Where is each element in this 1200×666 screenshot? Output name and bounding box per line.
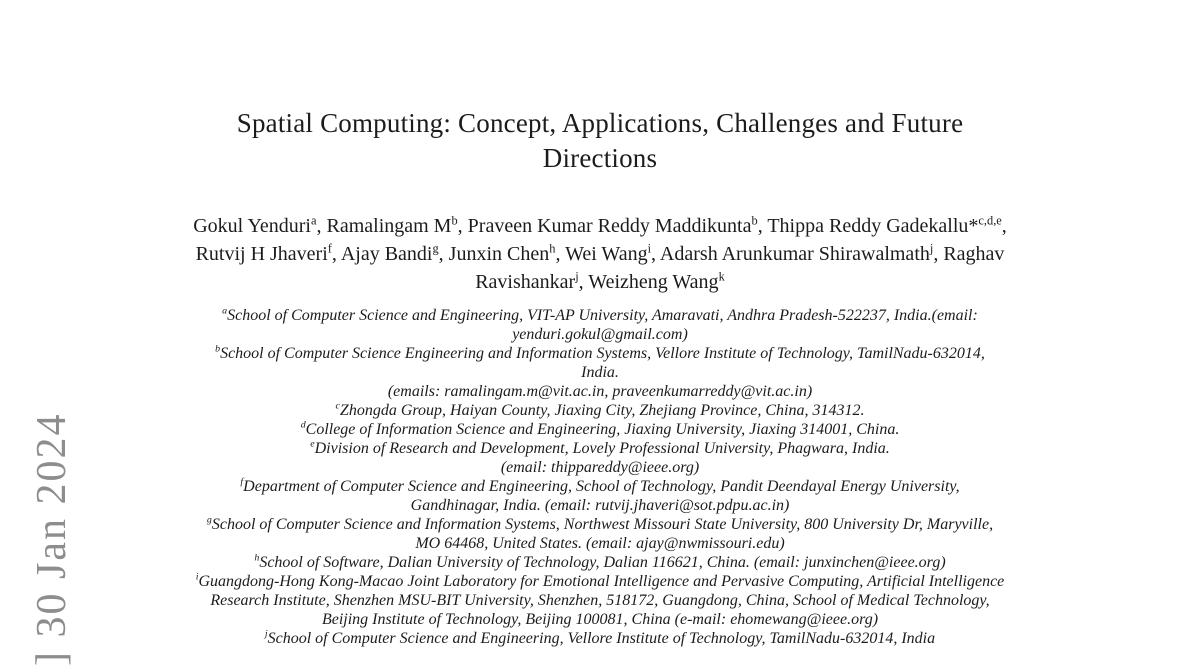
paper-title <box>0 106 1200 176</box>
affiliation-line: $^b$School of Computer Science Engineering and Information Systems, Vellore Institute of Technology, TamilNadu-632014, <box>215 343 985 362</box>
affiliation-marker: d <box>300 419 306 431</box>
affiliation-marker: c <box>335 400 340 412</box>
affiliation-marker: f <box>240 476 244 488</box>
author-line: Rutvij H Jhaveri$^f$, Ajay Bandi$^g$, Junxin Chen$^h$, Wei Wang$^i$, Adarsh Arunkumar Shirawalmath$^j$, Raghav <box>195 241 1005 265</box>
author-affiliation-marker: c,d,e <box>978 213 1002 228</box>
affiliation-marker: j <box>264 628 268 640</box>
author-line: Gokul Yenduri$^a$, Ramalingam $M^b$, Praveen Kumar Reddy Maddikunta$^b$, Thippa Reddy Gadekallu*$^{c,d,e}$, <box>193 213 1007 237</box>
affiliation-marker: g <box>206 514 212 526</box>
authors-block <box>0 212 1200 296</box>
affiliation-line: Beijing Institute of Technology, Beijing 100081, China (e-mail: ehomewang@ieee.org) <box>321 611 879 628</box>
author-affiliation-marker: h <box>549 241 556 256</box>
affiliation-marker: i <box>195 571 199 583</box>
affiliation-line: $^g$School of Computer Science and Information Systems, Northwest Missouri State University, 800 University Dr, Maryville, <box>206 514 994 533</box>
affiliation-line: $^h$School of Software, Dalian University of Technology, Dalian 116621, China. (email: junxinchen@ieee.org) <box>254 552 946 571</box>
affiliation-line: $^j$School of Computer Science and Engineering, Vellore Institute of Technology, TamilNadu-632014, India <box>264 628 936 647</box>
affiliation-line: (emails: ramalingam.m@vit.ac.in, praveenkumarreddy@vit.ac.in) <box>387 383 813 400</box>
affiliation-line: yenduri.gokul@gmail.com) <box>512 326 688 343</box>
arxiv-date-stamp: ] 30 Jan 2024 <box>29 412 75 666</box>
author-affiliation-marker: j <box>575 269 579 284</box>
affiliation-line: (email: thippareddy@ieee.org) <box>500 459 700 476</box>
author-affiliation-marker: b <box>751 213 758 228</box>
affiliation-line: $^d$College of Information Science and Engineering, Jiaxing University, Jiaxing 314001, China. <box>300 419 900 438</box>
affiliation-line: MO 64468, United States. (email: ajay@nwmissouri.edu) <box>415 535 785 552</box>
paper-title-line-1: Spatial Computing: Concept, Applications, Challenges and Future <box>236 108 964 138</box>
author-affiliation-marker: f <box>327 241 332 256</box>
affiliation-marker: e <box>310 438 315 450</box>
affiliation-marker: b <box>215 343 221 355</box>
paper-title-line-2: Directions <box>542 143 658 173</box>
author-affiliation-marker: a <box>310 213 317 228</box>
affiliation-line: $^f$Department of Computer Science and Engineering, School of Technology, Pandit Deendayal Energy University, <box>240 476 960 495</box>
affiliation-marker: h <box>254 552 260 564</box>
author-affiliation-marker: k <box>718 269 725 284</box>
author-affiliation-marker: g <box>432 241 439 256</box>
author-line: Ravishankar$^j$, Weizheng Wang$^k$ <box>475 269 725 293</box>
affiliation-marker: a <box>222 305 228 317</box>
affiliation-line: Research Institute, Shenzhen MSU-BIT University, Shenzhen, 518172, Guangdong, China, School of Medical Technology, <box>210 592 990 609</box>
affiliation-line: $^c$Zhongda Group, Haiyan County, Jiaxing City, Zhejiang Province, China, 314312. <box>335 400 865 419</box>
affiliation-line: India. <box>581 364 619 381</box>
affiliation-line: $^i$Guangdong-Hong Kong-Macao Joint Laboratory for Emotional Intelligence and Pervasive Computing, Artificial Intelligence <box>195 571 1005 590</box>
author-affiliation-marker: b <box>451 213 458 228</box>
affiliation-line: Gandhinagar, India. (email: rutvij.jhaveri@sot.pdpu.ac.in) <box>410 497 790 514</box>
author-affiliation-marker: i <box>647 241 652 256</box>
author-affiliation-marker: j <box>929 241 934 256</box>
affiliations-block <box>0 306 1200 648</box>
affiliation-line: $^a$School of Computer Science and Engineering, VIT-AP University, Amaravati, Andhra Pradesh-522237, India.(email: <box>222 305 978 324</box>
affiliation-line: $^e$Division of Research and Development, Lovely Professional University, Phagwara, India. <box>310 438 890 457</box>
